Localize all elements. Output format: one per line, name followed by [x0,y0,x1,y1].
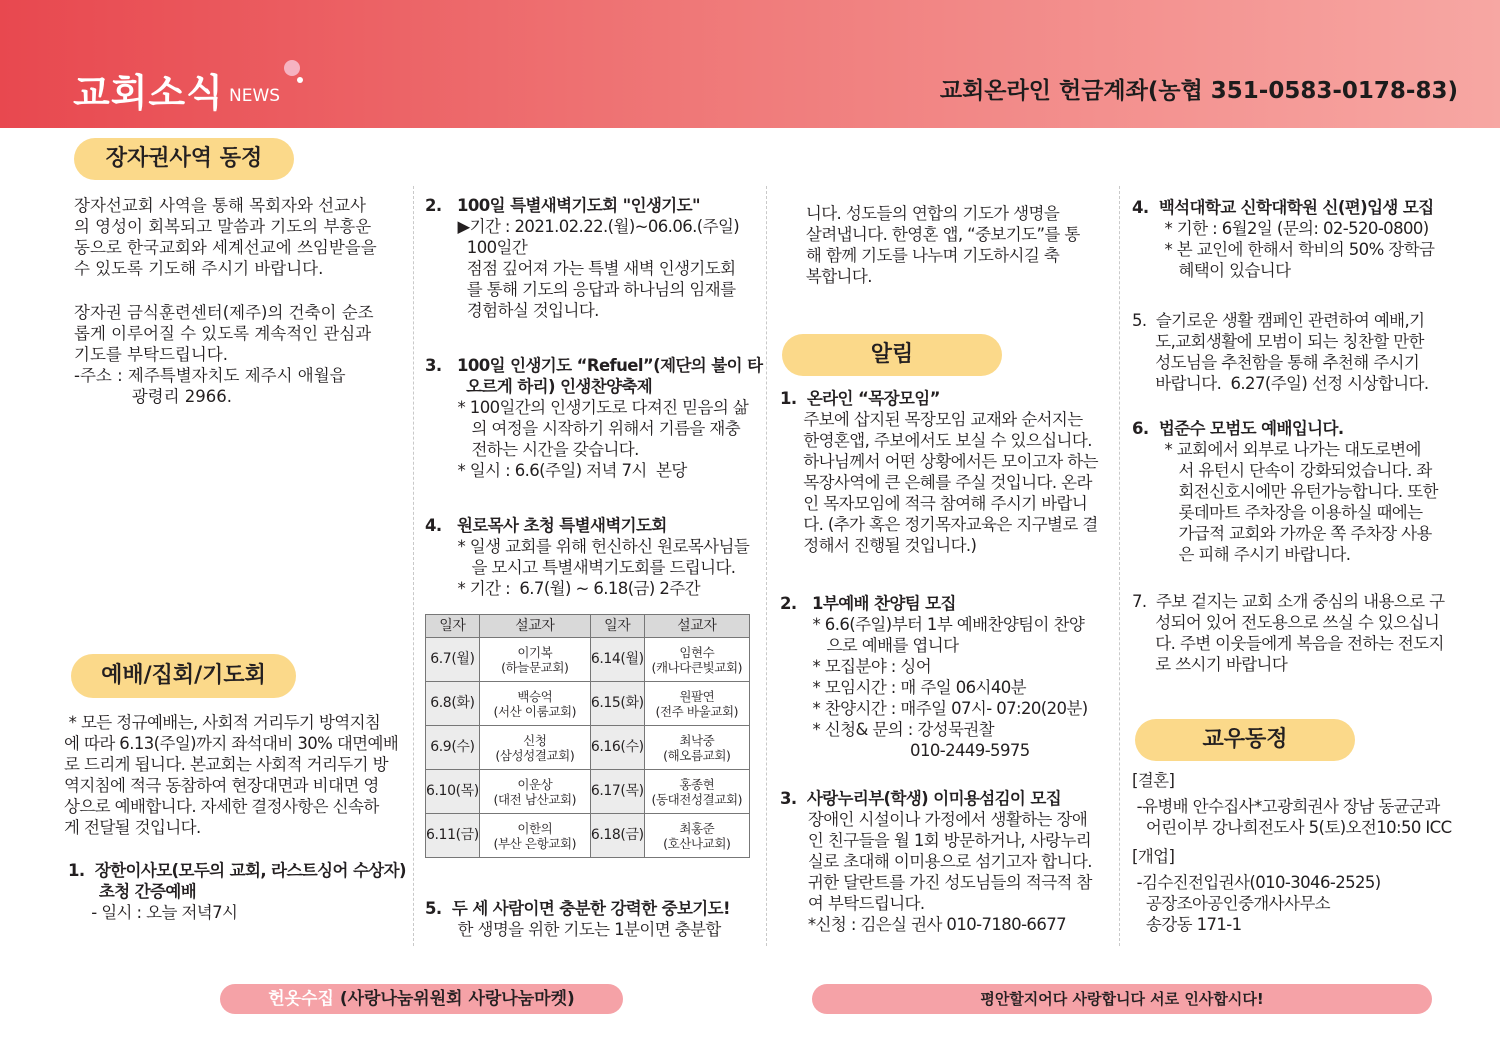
section-jangja-title: 장자권사역 동정 [74,138,294,180]
dawn-prayer-schedule-table [425,614,750,858]
table-header-row [426,615,750,638]
section-notice-title: 알림 [782,334,1002,376]
table-header: 설교자 [644,615,749,638]
brand-title: 교회소식 [73,71,224,115]
table-row: 6.11(금) 이한의 (부산 은항교회) 6.18(금) 최홍준 (호산나교회) [426,814,750,858]
table-header: 일자 [590,615,644,638]
table-row: 6.8(화) 백승억 (서산 이룸교회) 6.15(화) 원팔연 (전주 바울교회) [426,682,750,726]
column-divider [766,186,767,946]
decor-dot-icon [284,60,300,76]
greeting-banner: 평안할지어다 사랑합니다 서로 인사합시다! [812,984,1432,1014]
table-row: 6.7(월) 이기복 (하늘문교회) 6.14(월) 임현수 (캐나다큰빛교회) [426,638,750,682]
header-banner [0,0,1500,128]
brand-subtitle: NEWS [229,86,281,106]
section-members-title: 교우동정 [1135,719,1355,761]
clothing-collection-highlight: 헌옷수집 [268,989,334,1009]
table-header: 설교자 [479,615,590,638]
table-row: 6.10(목) 이운상 (대전 남산교회) 6.17(목) 홍종현 (동대전성결교회) [426,770,750,814]
clothing-collection-banner [220,984,623,1014]
column-divider [1119,186,1120,946]
section-worship-title: 예배/집회/기도회 [71,654,296,698]
clothing-collection-text: (사랑나눔위원회 사랑나눔마켓) [333,989,575,1009]
table-row: 6.9(수) 신청 (삼성성결교회) 6.16(수) 최낙중 (해오름교회) [426,726,750,770]
decor-dot-small-icon [297,77,303,83]
table-header: 일자 [426,615,480,638]
offering-account: 교회온라인 헌금계좌(농협 351-0583-0178-83) [939,78,1458,104]
column-divider [413,186,414,946]
